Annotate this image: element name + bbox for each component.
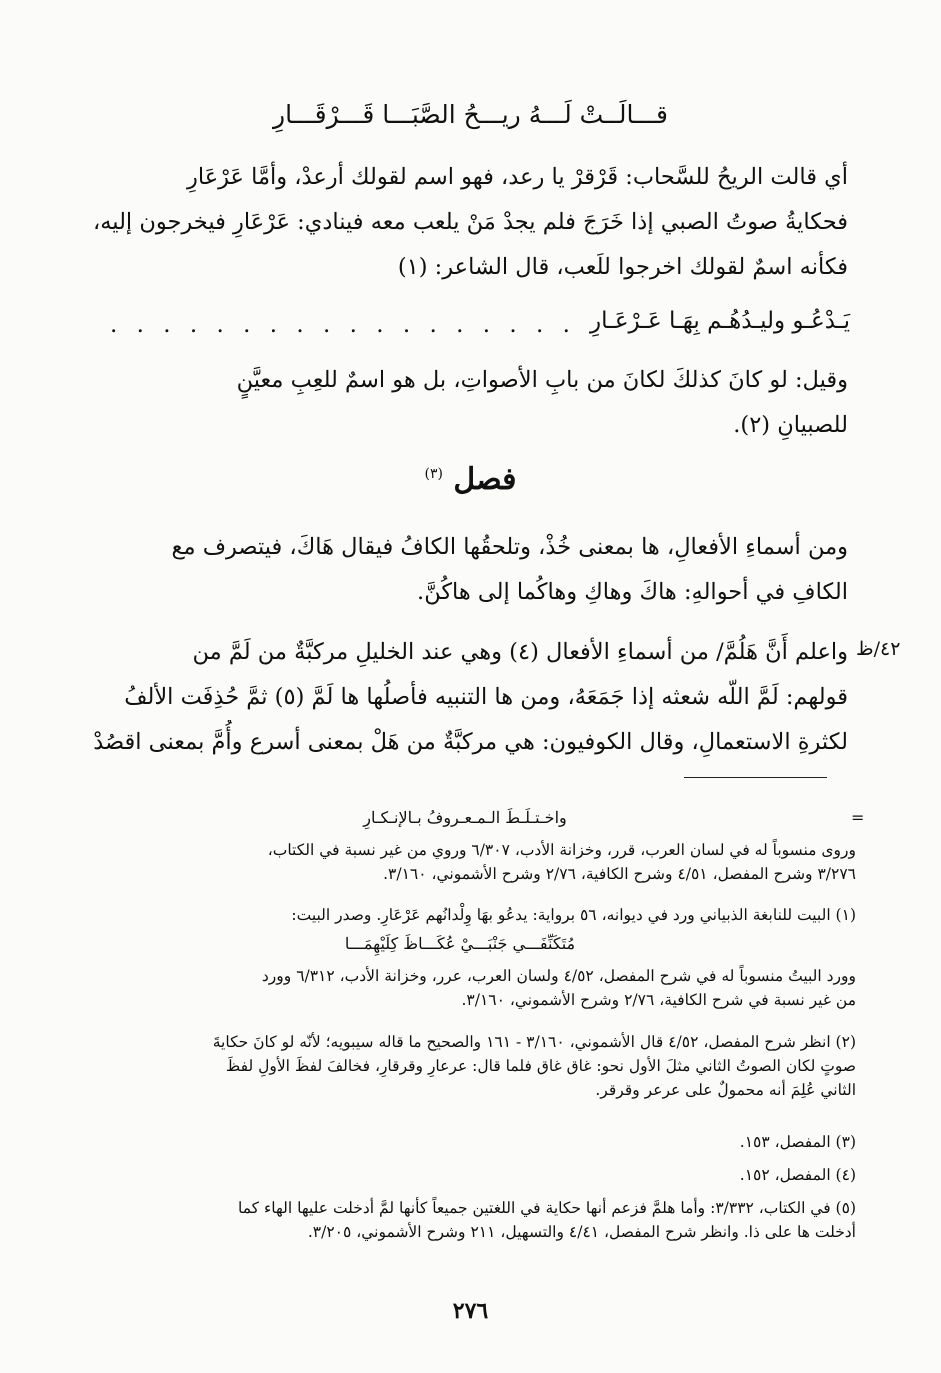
paragraph-2-line: للصبيانِ (٢).	[733, 412, 848, 438]
footnote-2	[86, 1030, 856, 1102]
footnote-line: أدخلت ها على ذا. وانظر شرح المفصل، ٤/٤١ والتسهيل، ٢١١ وشرح الأشموني، ٣/٢٠٥.	[307, 1223, 856, 1241]
paragraph-3	[88, 525, 848, 615]
footnote-line: (٢) انظر شرح المفصل، ٤/٥٢ قال الأشموني، ٣/١٦٠ - ١٦١ والصحيح ما قاله سيبويه؛ لأنّه لو كانَ حكايةَ	[212, 1033, 856, 1051]
footnote-continuation	[86, 838, 856, 886]
footnote-line: (١) البيت للنابغة الذبياني ورد في ديوانه، ٥٦ برواية: يدعُو بهَا وِلْدانُهم عَرْعَارِ. وصدر البيت:	[291, 906, 856, 924]
section-heading-text: فصل	[453, 462, 517, 497]
footnote-5	[86, 1196, 856, 1244]
footnote-1	[86, 903, 856, 927]
paragraph-2	[88, 358, 848, 448]
paragraph-4-line: قولهم: لَمَّ اللّه شعثه إذا جَمَعَهُ، ومن ها التنبيه فأصلُها ها لَمَّ (٥) ثمَّ حُذِفَت الألفُ	[124, 684, 848, 710]
manuscript-folio-note: ٤٢/ظ	[856, 638, 901, 660]
footnote-1-cont	[86, 964, 856, 1012]
page-number: ٢٧٦	[452, 1298, 489, 1324]
verse-elided-dots: . . . . . . . . . . . . . . . . . .	[110, 312, 576, 338]
verse-second-hemistich: يَـدْعُـو وليـدُهُـم بِهَـا عَـرْعَـارِ	[589, 308, 850, 334]
footnote-line: من غير نسبة في شرح الكافية، ٢/٧٦ وشرح الأشموني، ٣/١٦٠.	[461, 991, 856, 1009]
footnote-continued-verse: واخـتـلَـطَ الـمـعـروفُ بـالإنـكـارِ	[363, 808, 567, 827]
footnote-3: (٣) المفصل، ١٥٣.	[739, 1133, 856, 1151]
paragraph-3-line: الكافِ في أحوالهِ: هاكَ وهاكِ وهاكُما إلى هاكُنَّ.	[417, 579, 848, 605]
paragraph-1-line: فكأنه اسمٌ لقولك اخرجوا للَعب، قال الشاعر: (١)	[397, 254, 848, 280]
footnote-line: صوتٍ لكان الصوتُ الثاني مثلَ الأول نحو: غاق غاق فلما قال: عرعارِ وقرقارِ، فخالفَ لفظَ الأولِ لفظَ	[225, 1057, 856, 1075]
paragraph-4	[88, 630, 848, 765]
section-heading	[0, 462, 941, 497]
footnote-1-verse: مُتَكَنِّفَـــي جَنْبَـــيْ عُكَـــاظَ كِلَيْهِمَـــا	[344, 934, 576, 953]
paragraph-1-line: أي قالت الريحُ للسَّحاب: قَرْقرْ يا رعد، فهو اسم لقولك أرعدْ، وأمَّا عَرْعَارِ	[186, 164, 848, 190]
verse-line-top: قـــالَــتْ لَـــهُ ريـــحُ الصَّبَـــا قَـــرْقَـــارِ	[273, 100, 668, 129]
paragraph-3-line: ومن أسماءِ الأفعالِ، ها بمعنى خُذْ، وتلحقُها الكافُ فيقال هَاكَ، فيتصرف مع	[171, 534, 848, 560]
footnote-line: وورد البيتُ منسوباً له في شرح المفصل، ٤/٥٢ ولسان العرب، عرر، وخزانة الأدب، ٦/٣١٢ وورد	[261, 967, 856, 985]
section-heading-footnote-mark: (٣)	[424, 466, 443, 482]
footnote-continuation-mark: =	[851, 808, 865, 827]
paragraph-1-line: فحكايةُ صوتُ الصبي إذا خَرَجَ فلم يجدْ مَنْ يلعب معه فينادي: عَرْعَارِ فيخرجون إليه،	[92, 209, 848, 235]
footnote-4: (٤) المفصل، ١٥٢.	[739, 1166, 856, 1184]
footnote-separator	[684, 777, 827, 778]
paragraph-4-line: لكثرةِ الاستعمالِ، وقال الكوفيون: هي مركبَّةٌ من هَلْ بمعنى أسرع وأُمَّ بمعنى اقصُدْ	[93, 729, 848, 755]
footnote-line: ٣/٢٧٦ وشرح المفصل، ٤/٥١ وشرح الكافية، ٢/٧٦ وشرح الأشموني، ٣/١٦٠.	[383, 865, 856, 883]
footnote-line: (٥) في الكتاب، ٣/٣٣٢: وأما هلمَّ فزعم أنها حكاية في اللغتين جميعاً كأنها لمَّ أدخلت عليها الهاء كما	[238, 1199, 856, 1217]
footnote-line: الثاني عُلِمَ أنه محمولٌ على عرعر وقرقر.	[595, 1081, 856, 1099]
paragraph-1	[88, 155, 848, 290]
paragraph-2-line: وقيل: لو كانَ كذلكَ لكانَ من بابِ الأصواتِ، بل هو اسمٌ للعِبِ معيَّنٍ	[236, 367, 848, 393]
verse-hemistich	[90, 308, 850, 348]
paragraph-4-line: واعلم أَنَّ هَلُمَّ/ من أسماءِ الأفعال (٤) وهي عند الخليلِ مركبَّةٌ من لَمَّ من	[192, 639, 848, 665]
footnote-line: وروى منسوباً له في لسان العرب، قرر، وخزانة الأدب، ٦/٣٠٧ وروي من غير نسبة في الكتاب،	[267, 841, 856, 859]
